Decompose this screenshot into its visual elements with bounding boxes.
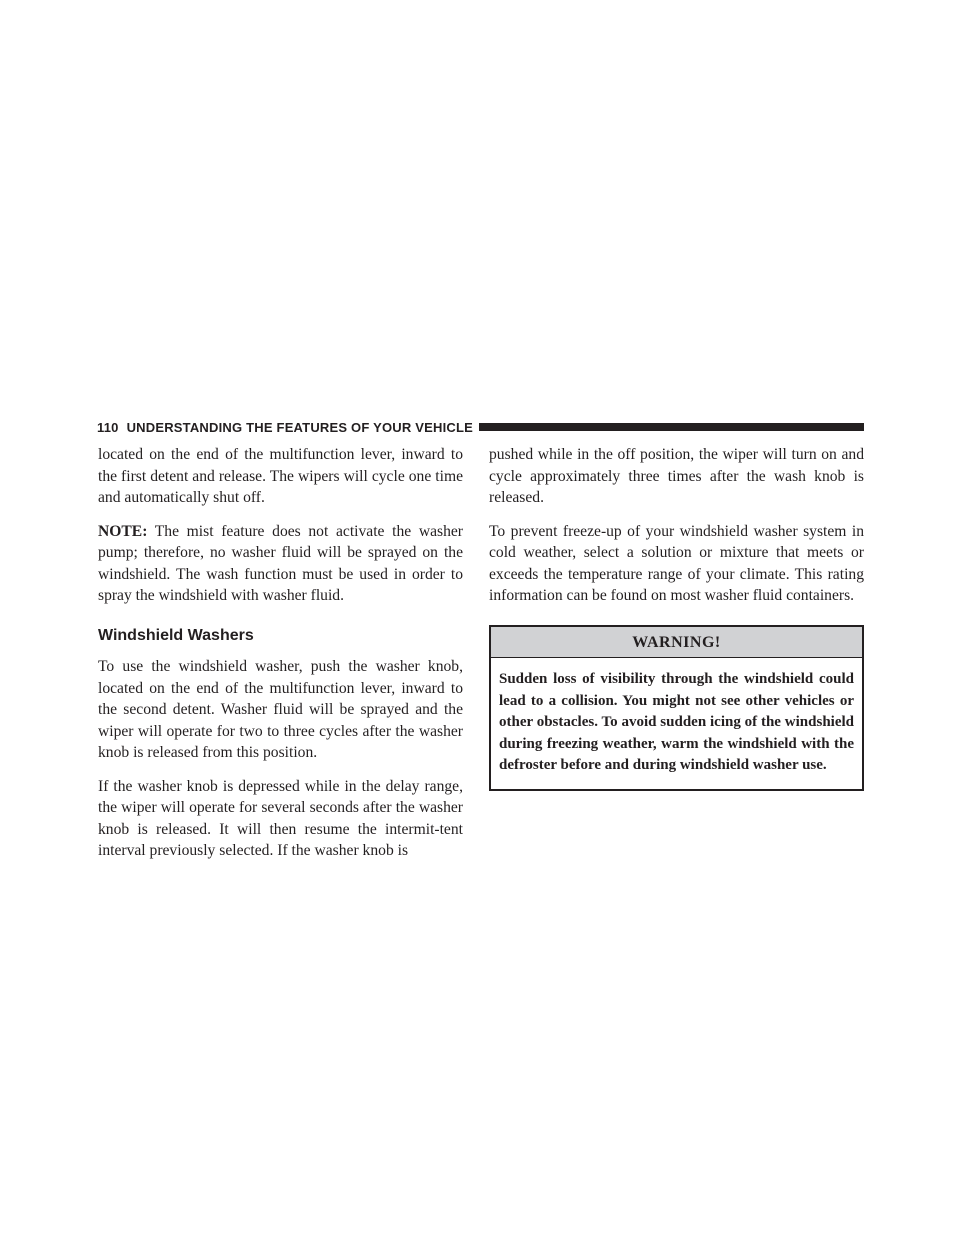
- left-column: [98, 444, 463, 874]
- paragraph-lever-first-detent: located on the end of the multifunction lever, inward to the first detent and release. The wipers will cycle one time and automatically shut off.: [98, 446, 463, 506]
- paragraph-delay-range: If the washer knob is depressed while in the delay range, the wiper will operate for several seconds after the washer knob is released. It will then resume the intermit-tent interval previously selected. If the washer knob is: [98, 777, 463, 859]
- right-column: [489, 444, 864, 791]
- section-heading-windshield-washers: Windshield Washers: [98, 626, 254, 644]
- note-paragraph: [98, 521, 463, 607]
- page-number: 110: [97, 419, 119, 435]
- note-label: NOTE:: [98, 522, 148, 540]
- warning-text: Sudden loss of visibility through the windshield could lead to a collision. You might not see other vehicles or other obstacles. To avoid sudden icing of the windshield during freezing weather, warm the windshield with the defroster before and during windshield washer use.: [499, 671, 854, 773]
- paragraph-off-position: pushed while in the off position, the wiper will turn on and cycle approximately three times after the wash knob is released.: [489, 446, 864, 506]
- paragraph-use-washer: To use the windshield washer, push the washer knob, located on the end of the multifunction lever, inward to the second detent. Washer fluid will be sprayed and the wiper will operate for two to three cycles after the washer knob is released from this position.: [98, 658, 463, 761]
- warning-box: [489, 625, 864, 791]
- note-text: The mist feature does not activate the washer pump; therefore, no washer fluid will be sprayed on the windshield. The wash function must be used in order to spray the windshield with washer fluid.: [98, 522, 463, 604]
- header-rule: [479, 423, 864, 431]
- chapter-title: UNDERSTANDING THE FEATURES OF YOUR VEHICLE: [126, 419, 473, 435]
- page-header: [97, 417, 864, 437]
- warning-heading: WARNING!: [491, 627, 862, 659]
- paragraph-freeze-up: To prevent freeze-up of your windshield washer system in cold weather, select a solution or mixture that meets or exceeds the temperature range of your climate. This rating information can be found on most washer fluid containers.: [489, 522, 864, 604]
